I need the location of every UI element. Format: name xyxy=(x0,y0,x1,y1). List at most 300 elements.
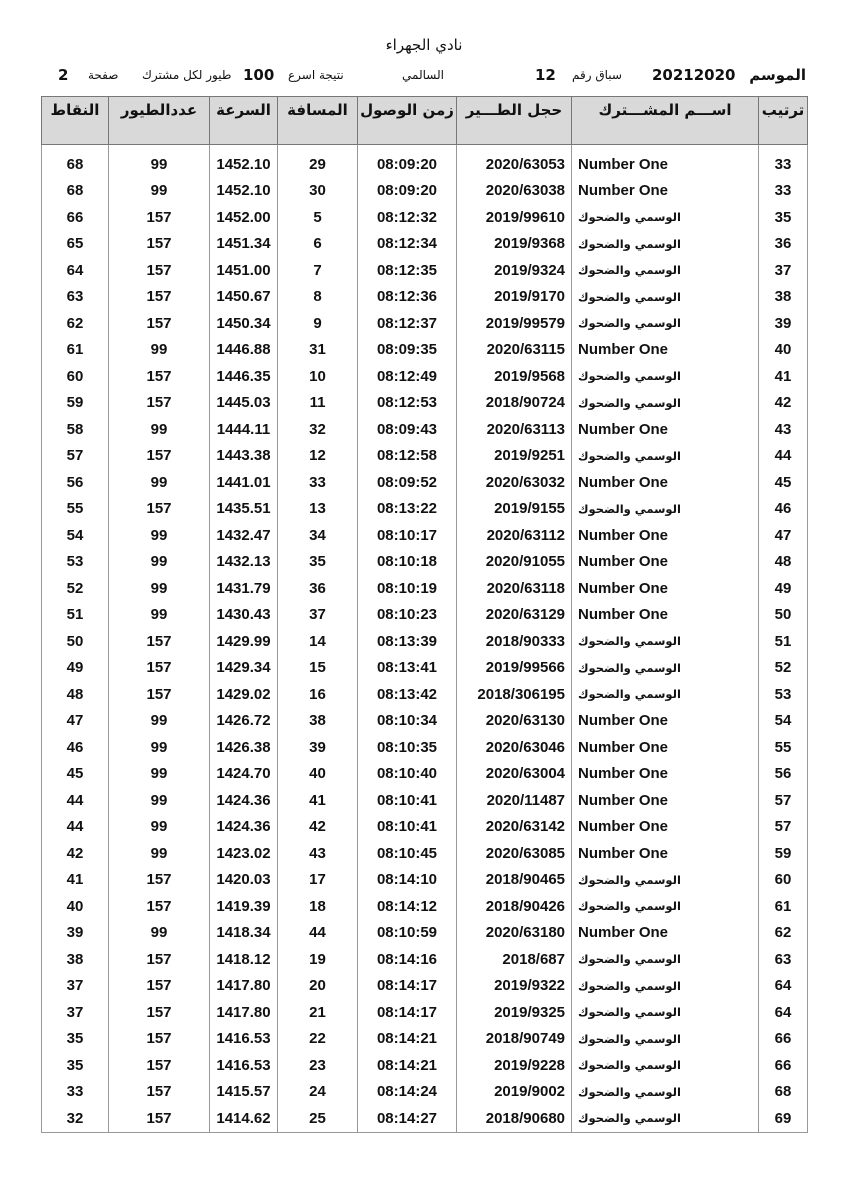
cell-speed: 1432.13 xyxy=(210,549,278,576)
cell-member: الوسمي والضحوك xyxy=(572,310,759,337)
cell-arrival: 08:13:22 xyxy=(358,496,457,523)
cell-rank: 37 xyxy=(759,257,808,284)
cell-rank: 64 xyxy=(759,999,808,1026)
cell-arrival: 08:14:17 xyxy=(358,999,457,1026)
cell-rank: 61 xyxy=(759,893,808,920)
table-row xyxy=(42,1079,808,1106)
cell-distance: 32 xyxy=(278,416,358,443)
cell-points: 64 xyxy=(42,257,109,284)
cell-rank: 66 xyxy=(759,1026,808,1053)
col-distance: المسافة xyxy=(278,97,358,145)
cell-arrival: 08:12:32 xyxy=(358,204,457,231)
cell-member: Number One xyxy=(572,522,759,549)
race-number: 12 xyxy=(535,66,556,84)
table-row xyxy=(42,522,808,549)
cell-points: 40 xyxy=(42,893,109,920)
cell-points: 50 xyxy=(42,628,109,655)
cell-points: 39 xyxy=(42,920,109,947)
cell-member: الوسمي والضحوك xyxy=(572,867,759,894)
cell-ring: 2019/9251 xyxy=(457,443,572,470)
cell-ring: 2020/63115 xyxy=(457,337,572,364)
cell-arrival: 08:09:52 xyxy=(358,469,457,496)
cell-birds: 157 xyxy=(109,231,210,258)
cell-speed: 1419.39 xyxy=(210,893,278,920)
cell-rank: 69 xyxy=(759,1105,808,1132)
cell-rank: 50 xyxy=(759,602,808,629)
cell-member: الوسمي والضحوك xyxy=(572,1105,759,1132)
cell-speed: 1429.99 xyxy=(210,628,278,655)
cell-birds: 157 xyxy=(109,1105,210,1132)
cell-member: الوسمي والضحوك xyxy=(572,390,759,417)
cell-rank: 68 xyxy=(759,1079,808,1106)
cell-birds: 157 xyxy=(109,655,210,682)
cell-points: 58 xyxy=(42,416,109,443)
cell-ring: 2020/63129 xyxy=(457,602,572,629)
cell-arrival: 08:12:37 xyxy=(358,310,457,337)
cell-member: الوسمي والضحوك xyxy=(572,284,759,311)
cell-ring: 2018/90333 xyxy=(457,628,572,655)
cell-ring: 2018/90749 xyxy=(457,1026,572,1053)
cell-speed: 1445.03 xyxy=(210,390,278,417)
cell-birds: 99 xyxy=(109,416,210,443)
cell-points: 38 xyxy=(42,946,109,973)
cell-points: 68 xyxy=(42,178,109,205)
cell-rank: 57 xyxy=(759,814,808,841)
table-row xyxy=(42,443,808,470)
cell-rank: 52 xyxy=(759,655,808,682)
cell-points: 68 xyxy=(42,151,109,178)
cell-speed: 1416.53 xyxy=(210,1026,278,1053)
cell-arrival: 08:12:34 xyxy=(358,231,457,258)
cell-birds: 157 xyxy=(109,973,210,1000)
cell-distance: 34 xyxy=(278,522,358,549)
cell-rank: 40 xyxy=(759,337,808,364)
cell-birds: 157 xyxy=(109,893,210,920)
cell-speed: 1417.80 xyxy=(210,999,278,1026)
cell-distance: 22 xyxy=(278,1026,358,1053)
cell-speed: 1444.11 xyxy=(210,416,278,443)
cell-points: 55 xyxy=(42,496,109,523)
cell-arrival: 08:12:53 xyxy=(358,390,457,417)
cell-member: الوسمي والضحوك xyxy=(572,1052,759,1079)
cell-rank: 46 xyxy=(759,496,808,523)
cell-rank: 56 xyxy=(759,761,808,788)
cell-arrival: 08:10:19 xyxy=(358,575,457,602)
cell-distance: 14 xyxy=(278,628,358,655)
cell-speed: 1432.47 xyxy=(210,522,278,549)
cell-speed: 1426.38 xyxy=(210,734,278,761)
cell-ring: 2020/11487 xyxy=(457,787,572,814)
cell-arrival: 08:09:43 xyxy=(358,416,457,443)
cell-ring: 2020/63046 xyxy=(457,734,572,761)
cell-member: Number One xyxy=(572,549,759,576)
table-row xyxy=(42,337,808,364)
cell-member: Number One xyxy=(572,734,759,761)
cell-points: 61 xyxy=(42,337,109,364)
cell-distance: 13 xyxy=(278,496,358,523)
cell-speed: 1423.02 xyxy=(210,840,278,867)
cell-member: Number One xyxy=(572,151,759,178)
cell-speed: 1451.34 xyxy=(210,231,278,258)
cell-points: 63 xyxy=(42,284,109,311)
cell-member: Number One xyxy=(572,469,759,496)
cell-member: الوسمي والضحوك xyxy=(572,946,759,973)
cell-ring: 2020/63180 xyxy=(457,920,572,947)
cell-rank: 59 xyxy=(759,840,808,867)
cell-distance: 19 xyxy=(278,946,358,973)
cell-rank: 42 xyxy=(759,390,808,417)
cell-arrival: 08:12:36 xyxy=(358,284,457,311)
table-row xyxy=(42,628,808,655)
cell-ring: 2019/9155 xyxy=(457,496,572,523)
cell-member: الوسمي والضحوك xyxy=(572,443,759,470)
table-row xyxy=(42,761,808,788)
cell-points: 41 xyxy=(42,867,109,894)
cell-rank: 35 xyxy=(759,204,808,231)
race-label: سباق رقم xyxy=(572,68,622,82)
cell-member: الوسمي والضحوك xyxy=(572,628,759,655)
table-row xyxy=(42,575,808,602)
cell-distance: 36 xyxy=(278,575,358,602)
cell-arrival: 08:12:49 xyxy=(358,363,457,390)
cell-distance: 44 xyxy=(278,920,358,947)
col-points: النقاط xyxy=(42,97,109,145)
cell-points: 52 xyxy=(42,575,109,602)
cell-birds: 99 xyxy=(109,469,210,496)
table-row xyxy=(42,681,808,708)
fastest-label: نتيجة اسرع xyxy=(288,68,344,82)
cell-rank: 57 xyxy=(759,787,808,814)
cell-speed: 1417.80 xyxy=(210,973,278,1000)
cell-distance: 21 xyxy=(278,999,358,1026)
cell-birds: 99 xyxy=(109,787,210,814)
cell-distance: 43 xyxy=(278,840,358,867)
cell-birds: 99 xyxy=(109,708,210,735)
cell-arrival: 08:14:27 xyxy=(358,1105,457,1132)
cell-rank: 66 xyxy=(759,1052,808,1079)
cell-ring: 2018/687 xyxy=(457,946,572,973)
col-speed: السرعة xyxy=(210,97,278,145)
cell-points: 59 xyxy=(42,390,109,417)
cell-arrival: 08:10:23 xyxy=(358,602,457,629)
cell-distance: 38 xyxy=(278,708,358,735)
cell-rank: 43 xyxy=(759,416,808,443)
cell-member: الوسمي والضحوك xyxy=(572,655,759,682)
cell-member: الوسمي والضحوك xyxy=(572,893,759,920)
cell-speed: 1452.10 xyxy=(210,151,278,178)
cell-points: 66 xyxy=(42,204,109,231)
cell-distance: 39 xyxy=(278,734,358,761)
table-row xyxy=(42,178,808,205)
cell-speed: 1446.88 xyxy=(210,337,278,364)
cell-arrival: 08:14:10 xyxy=(358,867,457,894)
cell-rank: 48 xyxy=(759,549,808,576)
col-ring: حجل الطـــير xyxy=(457,97,572,145)
cell-member: Number One xyxy=(572,708,759,735)
cell-birds: 99 xyxy=(109,575,210,602)
cell-rank: 64 xyxy=(759,973,808,1000)
cell-points: 37 xyxy=(42,973,109,1000)
cell-rank: 47 xyxy=(759,522,808,549)
cell-distance: 18 xyxy=(278,893,358,920)
cell-speed: 1429.02 xyxy=(210,681,278,708)
cell-points: 44 xyxy=(42,787,109,814)
cell-rank: 33 xyxy=(759,178,808,205)
cell-speed: 1430.43 xyxy=(210,602,278,629)
season-value: 20212020 xyxy=(652,66,736,84)
table-row xyxy=(42,840,808,867)
cell-points: 35 xyxy=(42,1052,109,1079)
cell-ring: 2019/9002 xyxy=(457,1079,572,1106)
cell-ring: 2019/9368 xyxy=(457,231,572,258)
cell-speed: 1451.00 xyxy=(210,257,278,284)
cell-member: الوسمي والضحوك xyxy=(572,973,759,1000)
table-row xyxy=(42,416,808,443)
cell-points: 56 xyxy=(42,469,109,496)
cell-ring: 2018/306195 xyxy=(457,681,572,708)
cell-speed: 1424.36 xyxy=(210,814,278,841)
cell-ring: 2020/63038 xyxy=(457,178,572,205)
cell-ring: 2020/63032 xyxy=(457,469,572,496)
cell-birds: 157 xyxy=(109,999,210,1026)
cell-speed: 1426.72 xyxy=(210,708,278,735)
cell-ring: 2020/91055 xyxy=(457,549,572,576)
cell-arrival: 08:10:41 xyxy=(358,787,457,814)
cell-rank: 55 xyxy=(759,734,808,761)
season-label: الموسم xyxy=(749,66,806,84)
cell-rank: 51 xyxy=(759,628,808,655)
cell-rank: 60 xyxy=(759,867,808,894)
col-birds: عددالطيور xyxy=(109,97,210,145)
table-row xyxy=(42,284,808,311)
cell-member: الوسمي والضحوك xyxy=(572,496,759,523)
cell-speed: 1450.34 xyxy=(210,310,278,337)
table-row xyxy=(42,363,808,390)
table-row xyxy=(42,920,808,947)
cell-member: الوسمي والضحوك xyxy=(572,999,759,1026)
cell-member: Number One xyxy=(572,840,759,867)
cell-arrival: 08:10:17 xyxy=(358,522,457,549)
cell-arrival: 08:14:12 xyxy=(358,893,457,920)
cell-rank: 53 xyxy=(759,681,808,708)
col-rank: ترتيب xyxy=(759,97,808,145)
cell-speed: 1443.38 xyxy=(210,443,278,470)
cell-arrival: 08:13:42 xyxy=(358,681,457,708)
cell-speed: 1452.10 xyxy=(210,178,278,205)
cell-birds: 157 xyxy=(109,443,210,470)
cell-arrival: 08:14:17 xyxy=(358,973,457,1000)
cell-points: 53 xyxy=(42,549,109,576)
cell-speed: 1435.51 xyxy=(210,496,278,523)
cell-member: Number One xyxy=(572,337,759,364)
cell-distance: 20 xyxy=(278,973,358,1000)
cell-birds: 157 xyxy=(109,363,210,390)
table-row xyxy=(42,496,808,523)
cell-birds: 157 xyxy=(109,946,210,973)
cell-ring: 2020/63053 xyxy=(457,151,572,178)
cell-points: 32 xyxy=(42,1105,109,1132)
cell-ring: 2019/9568 xyxy=(457,363,572,390)
table-row xyxy=(42,814,808,841)
table-row xyxy=(42,231,808,258)
cell-speed: 1418.34 xyxy=(210,920,278,947)
cell-arrival: 08:13:39 xyxy=(358,628,457,655)
cell-points: 62 xyxy=(42,310,109,337)
cell-arrival: 08:14:21 xyxy=(358,1052,457,1079)
page-label: صفحة xyxy=(88,68,119,82)
cell-points: 42 xyxy=(42,840,109,867)
cell-birds: 99 xyxy=(109,761,210,788)
cell-rank: 33 xyxy=(759,151,808,178)
cell-rank: 63 xyxy=(759,946,808,973)
cell-birds: 157 xyxy=(109,310,210,337)
cell-distance: 6 xyxy=(278,231,358,258)
cell-ring: 2020/63118 xyxy=(457,575,572,602)
cell-member: الوسمي والضحوك xyxy=(572,257,759,284)
table-header-row xyxy=(42,97,808,145)
cell-member: Number One xyxy=(572,761,759,788)
cell-ring: 2018/90680 xyxy=(457,1105,572,1132)
cell-points: 51 xyxy=(42,602,109,629)
cell-birds: 157 xyxy=(109,867,210,894)
cell-rank: 36 xyxy=(759,231,808,258)
cell-arrival: 08:14:21 xyxy=(358,1026,457,1053)
cell-rank: 41 xyxy=(759,363,808,390)
cell-points: 49 xyxy=(42,655,109,682)
cell-speed: 1418.12 xyxy=(210,946,278,973)
cell-birds: 99 xyxy=(109,151,210,178)
cell-ring: 2019/9322 xyxy=(457,973,572,1000)
cell-speed: 1446.35 xyxy=(210,363,278,390)
cell-birds: 157 xyxy=(109,390,210,417)
cell-birds: 157 xyxy=(109,284,210,311)
cell-ring: 2018/90426 xyxy=(457,893,572,920)
cell-distance: 33 xyxy=(278,469,358,496)
cell-distance: 11 xyxy=(278,390,358,417)
cell-distance: 42 xyxy=(278,814,358,841)
cell-distance: 35 xyxy=(278,549,358,576)
cell-ring: 2018/90465 xyxy=(457,867,572,894)
table-row xyxy=(42,602,808,629)
col-member: اســـم المشـــترك xyxy=(572,97,759,145)
cell-distance: 7 xyxy=(278,257,358,284)
cell-birds: 157 xyxy=(109,1026,210,1053)
cell-arrival: 08:10:35 xyxy=(358,734,457,761)
cell-distance: 12 xyxy=(278,443,358,470)
table-row xyxy=(42,973,808,1000)
cell-distance: 31 xyxy=(278,337,358,364)
cell-points: 48 xyxy=(42,681,109,708)
cell-member: Number One xyxy=(572,575,759,602)
cell-ring: 2020/63113 xyxy=(457,416,572,443)
table-row xyxy=(42,708,808,735)
cell-ring: 2018/90724 xyxy=(457,390,572,417)
cell-points: 44 xyxy=(42,814,109,841)
cell-speed: 1452.00 xyxy=(210,204,278,231)
cell-arrival: 08:14:24 xyxy=(358,1079,457,1106)
cell-ring: 2019/9324 xyxy=(457,257,572,284)
cell-birds: 157 xyxy=(109,204,210,231)
cell-distance: 37 xyxy=(278,602,358,629)
cell-distance: 29 xyxy=(278,151,358,178)
cell-points: 54 xyxy=(42,522,109,549)
cell-member: Number One xyxy=(572,178,759,205)
club-title: نادي الجهراء xyxy=(385,36,463,54)
cell-points: 57 xyxy=(42,443,109,470)
cell-birds: 99 xyxy=(109,814,210,841)
cell-speed: 1429.34 xyxy=(210,655,278,682)
cell-member: Number One xyxy=(572,920,759,947)
cell-rank: 44 xyxy=(759,443,808,470)
cell-member: الوسمي والضحوك xyxy=(572,231,759,258)
cell-speed: 1415.57 xyxy=(210,1079,278,1106)
cell-rank: 54 xyxy=(759,708,808,735)
cell-birds: 99 xyxy=(109,734,210,761)
cell-birds: 99 xyxy=(109,337,210,364)
cell-ring: 2019/99566 xyxy=(457,655,572,682)
table-row xyxy=(42,893,808,920)
cell-ring: 2020/63130 xyxy=(457,708,572,735)
cell-arrival: 08:10:40 xyxy=(358,761,457,788)
cell-member: Number One xyxy=(572,787,759,814)
table-row xyxy=(42,999,808,1026)
cell-ring: 2019/99579 xyxy=(457,310,572,337)
cell-member: Number One xyxy=(572,602,759,629)
table-row xyxy=(42,734,808,761)
cell-speed: 1450.67 xyxy=(210,284,278,311)
cell-distance: 23 xyxy=(278,1052,358,1079)
table-row xyxy=(42,469,808,496)
cell-member: الوسمي والضحوك xyxy=(572,363,759,390)
cell-speed: 1424.70 xyxy=(210,761,278,788)
table-row xyxy=(42,655,808,682)
cell-rank: 39 xyxy=(759,310,808,337)
cell-arrival: 08:09:20 xyxy=(358,178,457,205)
cell-arrival: 08:12:35 xyxy=(358,257,457,284)
cell-member: Number One xyxy=(572,416,759,443)
cell-arrival: 08:12:58 xyxy=(358,443,457,470)
cell-arrival: 08:10:18 xyxy=(358,549,457,576)
cell-distance: 24 xyxy=(278,1079,358,1106)
table-row xyxy=(42,390,808,417)
cell-birds: 99 xyxy=(109,178,210,205)
fastest-count: 100 xyxy=(243,66,275,84)
table-row xyxy=(42,1026,808,1053)
cell-birds: 157 xyxy=(109,681,210,708)
cell-points: 47 xyxy=(42,708,109,735)
cell-points: 60 xyxy=(42,363,109,390)
table-row xyxy=(42,204,808,231)
page-number: 2 xyxy=(58,66,69,84)
cell-points: 65 xyxy=(42,231,109,258)
cell-birds: 157 xyxy=(109,257,210,284)
cell-rank: 49 xyxy=(759,575,808,602)
table-row xyxy=(42,310,808,337)
cell-arrival: 08:10:34 xyxy=(358,708,457,735)
cell-distance: 30 xyxy=(278,178,358,205)
cell-birds: 157 xyxy=(109,1079,210,1106)
cell-birds: 157 xyxy=(109,1052,210,1079)
cell-member: الوسمي والضحوك xyxy=(572,1026,759,1053)
cell-ring: 2020/63085 xyxy=(457,840,572,867)
col-arrival: زمن الوصول xyxy=(358,97,457,145)
cell-arrival: 08:10:59 xyxy=(358,920,457,947)
cell-birds: 99 xyxy=(109,549,210,576)
table-row xyxy=(42,549,808,576)
cell-member: Number One xyxy=(572,814,759,841)
cell-distance: 40 xyxy=(278,761,358,788)
cell-distance: 15 xyxy=(278,655,358,682)
